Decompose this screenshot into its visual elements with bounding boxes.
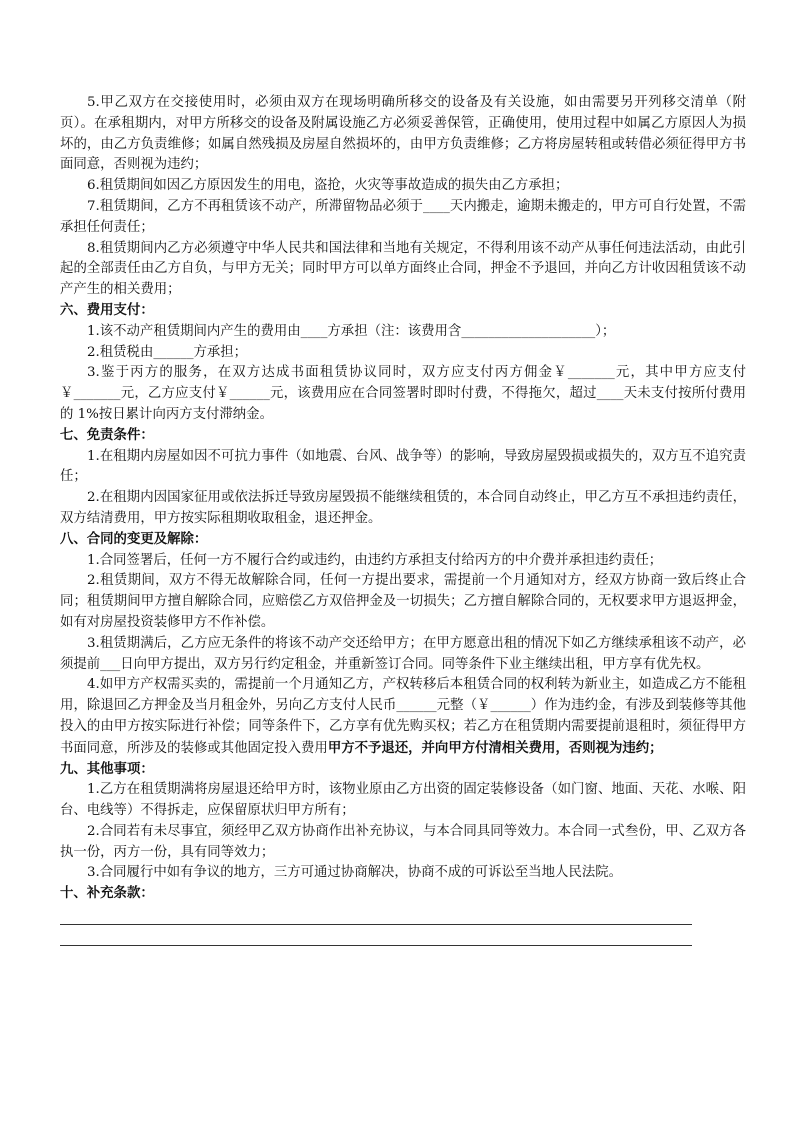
section-heading-supplement: 十、补充条款： bbox=[60, 886, 154, 902]
blank-fill-line bbox=[60, 926, 692, 946]
clause-paragraph: 5.甲乙双方在交接使用时，必须由双方在现场明确所移交的设备及有关设施，如由需要另开列移交清单（附页）。在承租期内，对甲方所移交的设备及附属设施乙方必须妥善保管，正确使用，使用过程中如属乙方原因人为损坏的，由乙方负责维修；如属自然残损及房屋自然损坏的，由甲方负责维修；乙方将房屋转租或转借必须征得甲方书面同意，否则视为违约； bbox=[60, 95, 746, 173]
section-heading-exemption: 七、免责条件： bbox=[60, 427, 154, 443]
clause-paragraph: 3.鉴于丙方的服务，在双方达成书面租赁协议同时，双方应支付丙方佣金￥_______元，其中甲方应支付￥_______元，乙方应支付￥______元，该费用应在合同签署时即时付费，不得拖欠，超过____天未支付按所付费用的 1%按日累计向丙方支付滞纳金。 bbox=[60, 365, 746, 422]
clause-paragraph: 7.租赁期间，乙方不再租赁该不动产，所滞留物品必须于____天内搬走，逾期未搬走的，甲方可自行处置，不需承担任何责任； bbox=[60, 198, 746, 235]
clause-paragraph: 6.租赁期间如因乙方原因发生的用电，盗抢，火灾等事故造成的损失由乙方承担； bbox=[87, 178, 569, 194]
blank-fill-line bbox=[60, 905, 692, 925]
clause-paragraph: 2.租赁期间，双方不得无故解除合同，任何一方提出要求，需提前一个月通知对方，经双方协商一致后终止合同；租赁期间甲方擅自解除合同，应赔偿乙方双倍押金及一切损失；乙方擅自解除合同的，无权要求甲方退返押金，如有对房屋投资装修甲方不作补偿。 bbox=[60, 573, 746, 630]
contract-page bbox=[60, 93, 746, 947]
clause-paragraph: 2.合同若有未尽事宜，须经甲乙双方协商作出补充协议，与本合同具同等效力。本合同一式叁份，甲、乙双方各执一份，丙方一份，具有同等效力； bbox=[60, 823, 746, 860]
clause-paragraph: 3.合同履行中如有争议的地方，三方可通过协商解决，协商不成的可诉讼至当地人民法院。 bbox=[87, 865, 623, 881]
item4-bold-text: 甲方不予退还，并向甲方付清相关费用，否则视为违约； bbox=[327, 739, 663, 756]
clause-paragraph: 1.在租期内房屋如因不可抗力事件（如地震、台风、战争等）的影响，导致房屋毁损或损失的，双方互不追究责任； bbox=[60, 448, 746, 485]
clause-paragraph: 3.租赁期满后，乙方应无条件的将该不动产交还给甲方；在甲方愿意出租的情况下如乙方继续承租该不动产，必须提前___日向甲方提出，双方另行约定租金，并重新签订合同。同等条件下业主继续出租，甲方享有优先权。 bbox=[60, 635, 746, 672]
clause-paragraph: 2.租赁税由______方承担； bbox=[87, 344, 248, 360]
clause-paragraph: 1.乙方在租赁期满将房屋退还给甲方时，该物业原由乙方出资的固定装修设备（如门窗、地面、天花、水喉、阳台、电线等）不得拆走，应保留原状归甲方所有； bbox=[60, 782, 746, 819]
section-heading-other: 九、其他事项： bbox=[60, 761, 154, 777]
clause-paragraph: 1.合同签署后，任何一方不履行合约或违约，由违约方承担支付给丙方的中介费并承担违约责任； bbox=[87, 552, 663, 568]
section-heading-fees: 六、费用支付： bbox=[60, 302, 154, 318]
clause-paragraph: 8.租赁期间内乙方必须遵守中华人民共和国法律和当地有关规定，不得利用该不动产从事任何违法活动，由此引起的全部责任由乙方自负，与甲方无关；同时甲方可以单方面终止合同，押金不予退回，并向乙方计收因租赁该不动产产生的相关费用； bbox=[60, 240, 746, 298]
item4-text: 4.如甲方产权需买卖的，需提前一个月通知乙方，产权转移后本租赁合同的权利转为新业主，如造成乙方不能租用，除退回乙方押金及当月租金外，另向乙方支付人民币______元整（￥______）作为违约金，有涉及到装修等其他投入的由甲方按实际进行补偿；同等条件下，乙方享有优先购买权；若乙方在租赁期内需要提前退租时，须征得甲方书面同意，所涉及的装修或其他固定投入费用 bbox=[60, 677, 746, 756]
clause-paragraph: 2.在租期内因国家征用或依法拆迁导致房屋毁损不能继续租赁的，本合同自动终止，甲乙方互不承担违约责任，双方结清费用，甲方按实际租期收取租金，退还押金。 bbox=[60, 490, 746, 526]
section-heading-changes: 八、合同的变更及解除： bbox=[60, 531, 208, 547]
clause-paragraph: 1.该不动产租赁期间内产生的费用由____方承担（注：该费用含____________________）； bbox=[87, 323, 616, 339]
clause-paragraph-item4 bbox=[60, 675, 746, 759]
